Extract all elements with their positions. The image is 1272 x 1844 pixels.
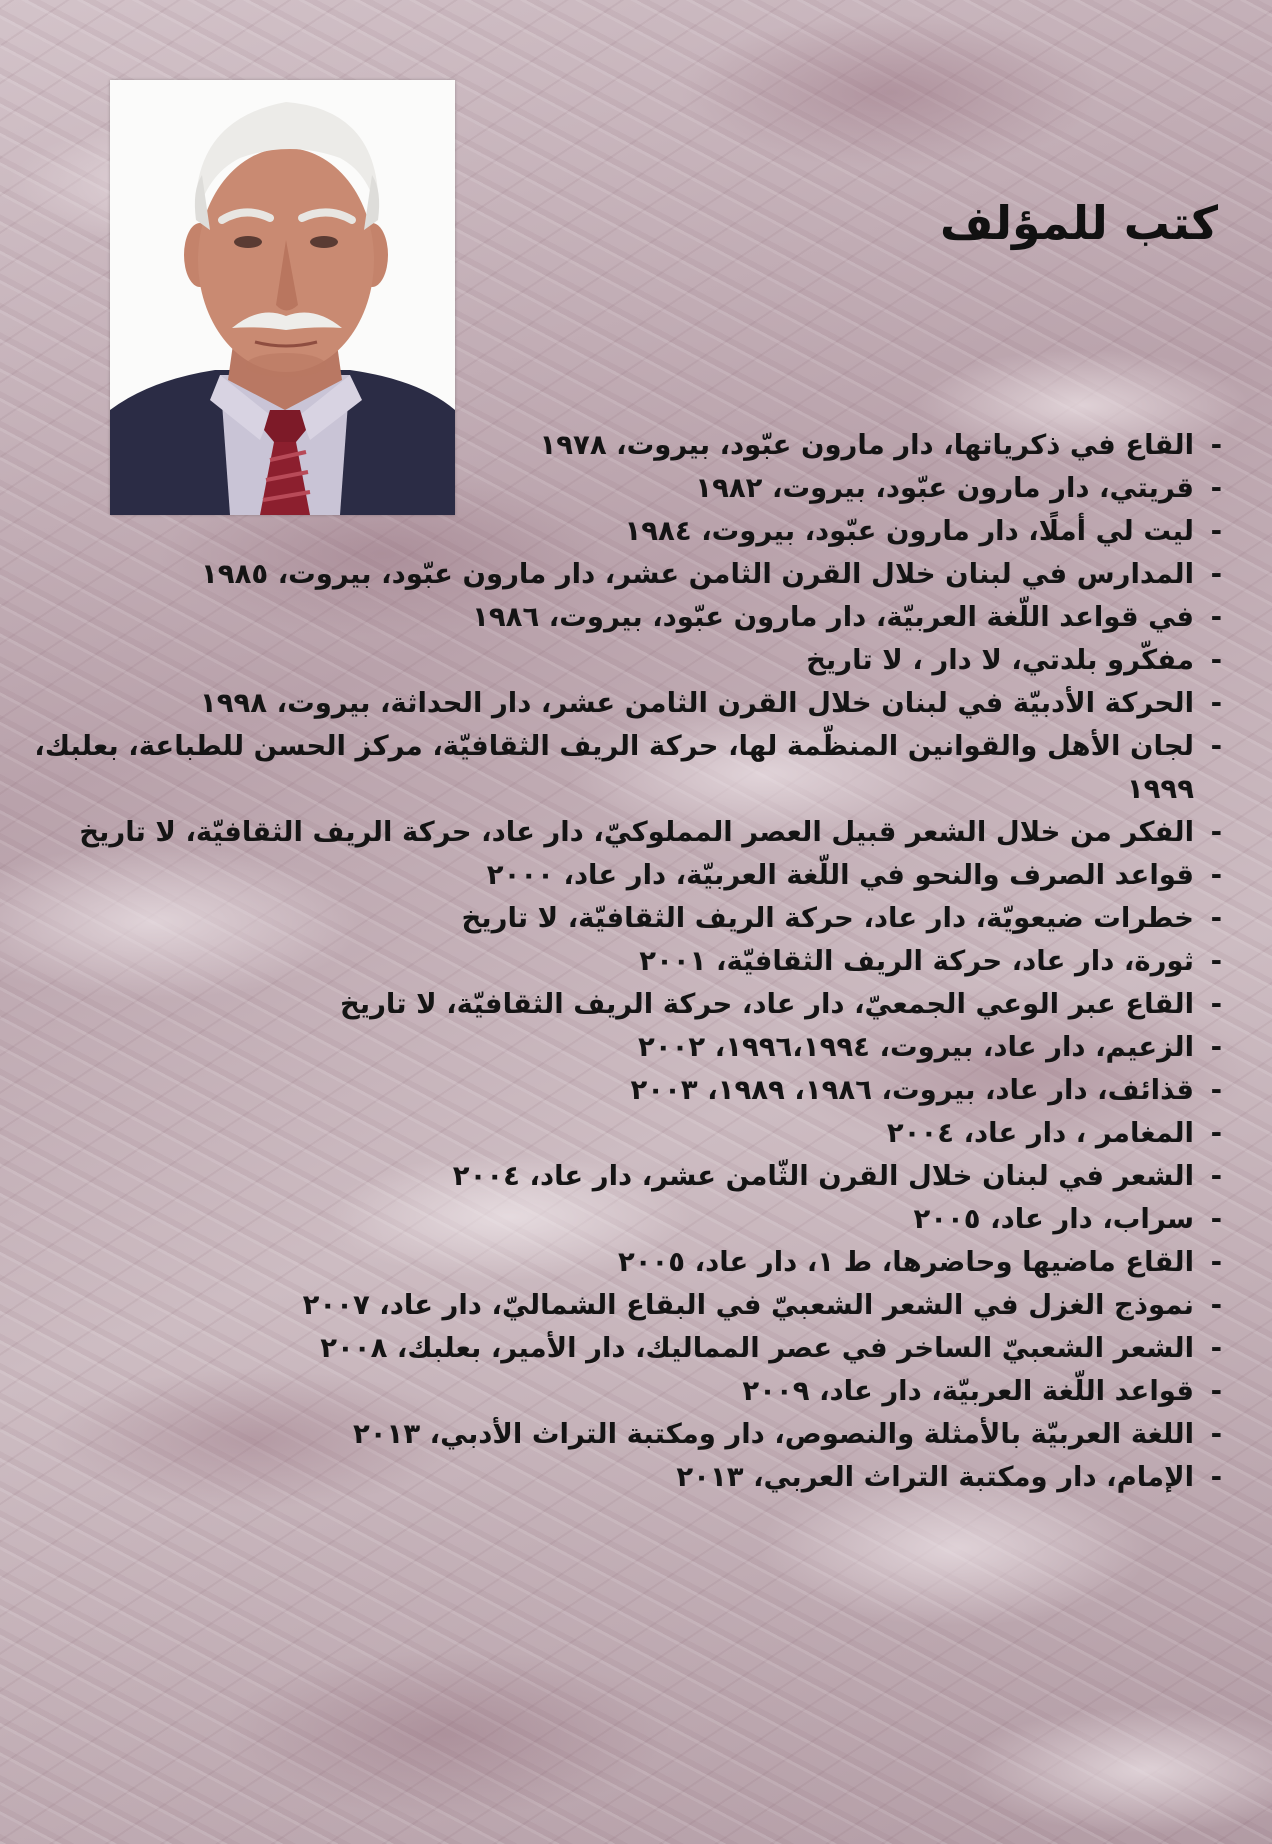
book-title: الشعر الشعبيّ الساخر في عصر المماليك، دار الأمير، بعلبك، ٢٠٠٨ [320, 1332, 1194, 1364]
book-item [12, 897, 1222, 940]
book-title: القاع عبر الوعي الجمعيّ، دار عاد، حركة الريف الثقافيّة، لا تاريخ [339, 988, 1194, 1020]
book-title: الحركة الأدبيّة في لبنان خلال القرن الثامن عشر، دار الحداثة، بيروت، ١٩٩٨ [199, 687, 1194, 719]
book-title: ليت لي أملًا، دار مارون عبّود، بيروت، ١٩٨٤ [624, 515, 1194, 547]
book-item [12, 811, 1222, 854]
book-title: في قواعد اللّغة العربيّة، دار مارون عبّود، بيروت، ١٩٨٦ [472, 601, 1194, 633]
list-dash: - [1210, 472, 1222, 504]
list-dash: - [1210, 816, 1222, 848]
list-dash: - [1210, 558, 1222, 590]
book-item [12, 682, 1222, 725]
book-item [12, 940, 1222, 983]
book-title: قريتي، دار مارون عبّود، بيروت، ١٩٨٢ [695, 472, 1194, 504]
book-title: القاع في ذكرياتها، دار مارون عبّود، بيروت، ١٩٧٨ [539, 429, 1194, 461]
list-dash: - [1210, 644, 1222, 676]
book-title: المدارس في لبنان خلال القرن الثامن عشر، دار مارون عبّود، بيروت، ١٩٨٥ [201, 558, 1194, 590]
book-title: اللغة العربيّة بالأمثلة والنصوص، دار ومكتبة التراث الأدبي، ٢٠١٣ [352, 1418, 1194, 1450]
book-title: قواعد اللّغة العربيّة، دار عاد، ٢٠٠٩ [742, 1375, 1194, 1407]
book-item [12, 639, 1222, 682]
books-list [12, 424, 1222, 1499]
book-item [12, 1241, 1222, 1284]
book-item [12, 983, 1222, 1026]
book-item [12, 725, 1222, 811]
list-dash: - [1210, 1375, 1222, 1407]
book-title: قواعد الصرف والنحو في اللّغة العربيّة، دار عاد، ٢٠٠٠ [486, 859, 1194, 891]
book-title: نموذج الغزل في الشعر الشعبيّ في البقاع الشماليّ، دار عاد، ٢٠٠٧ [302, 1289, 1194, 1321]
list-dash: - [1210, 687, 1222, 719]
book-title: الشعر في لبنان خلال القرن الثّامن عشر، دار عاد، ٢٠٠٤ [452, 1160, 1194, 1192]
list-dash: - [1210, 515, 1222, 547]
list-dash: - [1210, 1289, 1222, 1321]
book-item [12, 854, 1222, 897]
book-item [12, 1069, 1222, 1112]
book-item [12, 1370, 1222, 1413]
list-dash: - [1210, 988, 1222, 1020]
list-dash: - [1210, 1332, 1222, 1364]
book-item [12, 1112, 1222, 1155]
book-item [12, 1456, 1222, 1499]
list-dash: - [1210, 1117, 1222, 1149]
book-item [12, 424, 1222, 467]
book-item [12, 1155, 1222, 1198]
book-item [12, 510, 1222, 553]
book-item [12, 467, 1222, 510]
book-title: سراب، دار عاد، ٢٠٠٥ [913, 1203, 1194, 1235]
book-title: القاع ماضيها وحاضرها، ط ١، دار عاد، ٢٠٠٥ [617, 1246, 1194, 1278]
book-item [12, 1284, 1222, 1327]
book-title: خطرات ضيعويّة، دار عاد، حركة الريف الثقافيّة، لا تاريخ [461, 902, 1194, 934]
book-title: الفكر من خلال الشعر قبيل العصر المملوكيّ، دار عاد، حركة الريف الثقافيّة، لا تاريخ [79, 816, 1194, 848]
book-title: ثورة، دار عاد، حركة الريف الثقافيّة، ٢٠٠١ [639, 945, 1194, 977]
list-dash: - [1210, 429, 1222, 461]
list-dash: - [1210, 1203, 1222, 1235]
book-title: قذائف، دار عاد، بيروت، ١٩٨٦، ١٩٨٩، ٢٠٠٣ [630, 1074, 1194, 1106]
book-title: لجان الأهل والقوانين المنظّمة لها، حركة الريف الثقافيّة، مركز الحسن للطباعة، بعلبك، ١٩٩٩ [34, 730, 1194, 805]
book-item [12, 1198, 1222, 1241]
book-item [12, 1413, 1222, 1456]
page-title: كتب للمؤلف [939, 196, 1218, 250]
book-title: الإمام، دار ومكتبة التراث العربي، ٢٠١٣ [676, 1461, 1194, 1493]
list-dash: - [1210, 1418, 1222, 1450]
book-item [12, 1026, 1222, 1069]
list-dash: - [1210, 1160, 1222, 1192]
list-dash: - [1210, 730, 1222, 762]
list-dash: - [1210, 1461, 1222, 1493]
list-dash: - [1210, 945, 1222, 977]
list-dash: - [1210, 1031, 1222, 1063]
book-item [12, 596, 1222, 639]
list-dash: - [1210, 1246, 1222, 1278]
book-title: مفكّرو بلدتي، لا دار ، لا تاريخ [806, 644, 1194, 676]
book-item [12, 553, 1222, 596]
book-item [12, 1327, 1222, 1370]
list-dash: - [1210, 1074, 1222, 1106]
book-title: المغامر ، دار عاد، ٢٠٠٤ [886, 1117, 1194, 1149]
list-dash: - [1210, 601, 1222, 633]
list-dash: - [1210, 902, 1222, 934]
book-title: الزعيم، دار عاد، بيروت، ١٩٩٦،١٩٩٤، ٢٠٠٢ [638, 1031, 1194, 1063]
list-dash: - [1210, 859, 1222, 891]
